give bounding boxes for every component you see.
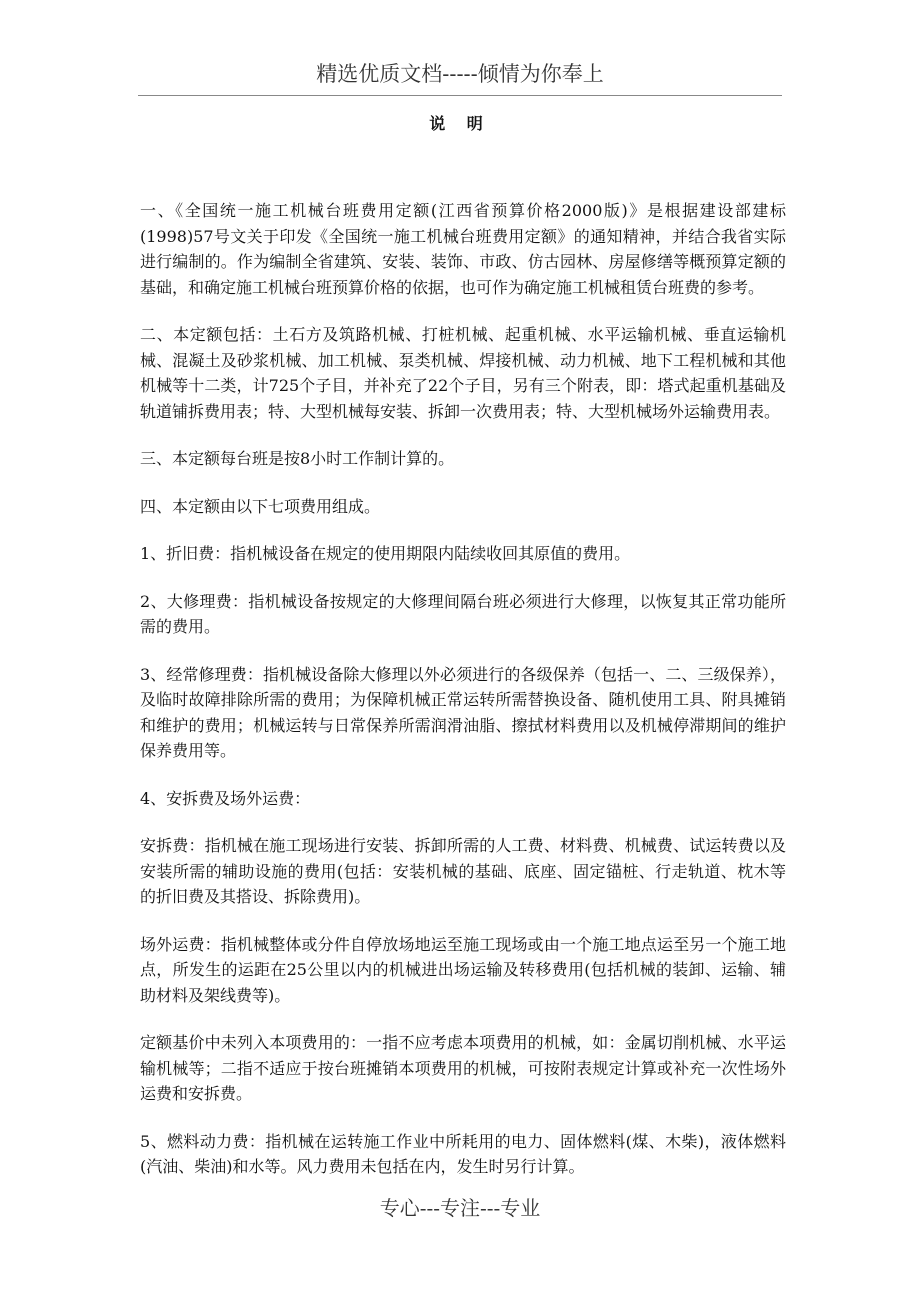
paragraph-7: 3、经常修理费：指机械设备除大修理以外必须进行的各级保养（包括一、二、三级保养），及临时故障排除所需的费用；为保障机械正常运转所需替换设备、随机使用工具、附具摊销和维护的费用；机械运转与日常保养所需润滑油脂、擦拭材料费用以及机械停滞期间的维护保养费用等。 — [140, 664, 786, 760]
document-body — [140, 198, 786, 1202]
paragraph-5: 1、折旧费：指机械设备在规定的使用期限内陆续收回其原值的费用。 — [140, 544, 631, 563]
paragraph-1: 一、《全国统一施工机械台班费用定额(江西省预算价格2000版)》是根据建设部建标(1998)57号文关于印发《全国统一施工机械台班费用定额》的通知精神，并结合我省实际进行编制的。作为编制全省建筑、安装、装饰、市政、仿古园林、房屋修缮等概预算定额的基础，和确定施工机械台班预算价格的依据，也可作为确定施工机械租赁台班费的参考。 — [140, 201, 786, 297]
paragraph-12: 5、燃料动力费：指机械在运转施工作业中所耗用的电力、固体燃料(煤、木柴)，液体燃料(汽油、柴油)和水等。风力费用未包括在内，发生时另行计算。 — [140, 1131, 786, 1176]
paragraph-2: 二、本定额包括：土石方及筑路机械、打桩机械、起重机械、水平运输机械、垂直运输机械、混凝土及砂浆机械、加工机械、泵类机械、焊接机械、动力机械、地下工程机械和其他机械等十二类，计725个子目，并补充了22个子目，另有三个附表，即：塔式起重机基础及轨道铺拆费用表；特、大型机械每安装、拆卸一次费用表；特、大型机械场外运输费用表。 — [140, 325, 786, 421]
page-header: 精选优质文档-----倾情为你奉上 — [316, 62, 604, 86]
page-footer: 专心---专注---专业 — [379, 1196, 541, 1220]
header-divider — [138, 95, 782, 96]
paragraph-8: 4、安拆费及场外运费： — [140, 788, 311, 808]
paragraph-10: 场外运费：指机械整体或分件自停放场地运至施工现场或由一个施工地点运至另一个施工地点，所发生的运距在25公里以内的机械进出场运输及转移费用(包括机械的装卸、运输、辅助材料及架线费等)。 — [140, 934, 786, 1005]
paragraph-4: 四、本定额由以下七项费用组成。 — [140, 496, 381, 516]
paragraph-3: 三、本定额每台班是按8小时工作制计算的。 — [140, 449, 455, 468]
paragraph-6: 2、大修理费：指机械设备按规定的大修理间隔台班必须进行大修理，以恢复其正常功能所需的费用。 — [140, 591, 786, 636]
document-title: 说 明 — [429, 114, 491, 133]
paragraph-9: 安拆费：指机械在施工现场进行安装、拆卸所需的人工费、材料费、机械费、试运转费以及安装所需的辅助设施的费用(包括：安装机械的基础、底座、固定锚桩、行走轨道、枕木等的折旧费及其搭设、拆除费用)。 — [140, 836, 786, 906]
paragraph-11: 定额基价中未列入本项费用的：一指不应考虑本项费用的机械，如：金属切削机械、水平运输机械等；二指不适应于按台班摊销本项费用的机械，可按附表规定计算或补充一次性场外运费和安拆费。 — [140, 1033, 786, 1103]
